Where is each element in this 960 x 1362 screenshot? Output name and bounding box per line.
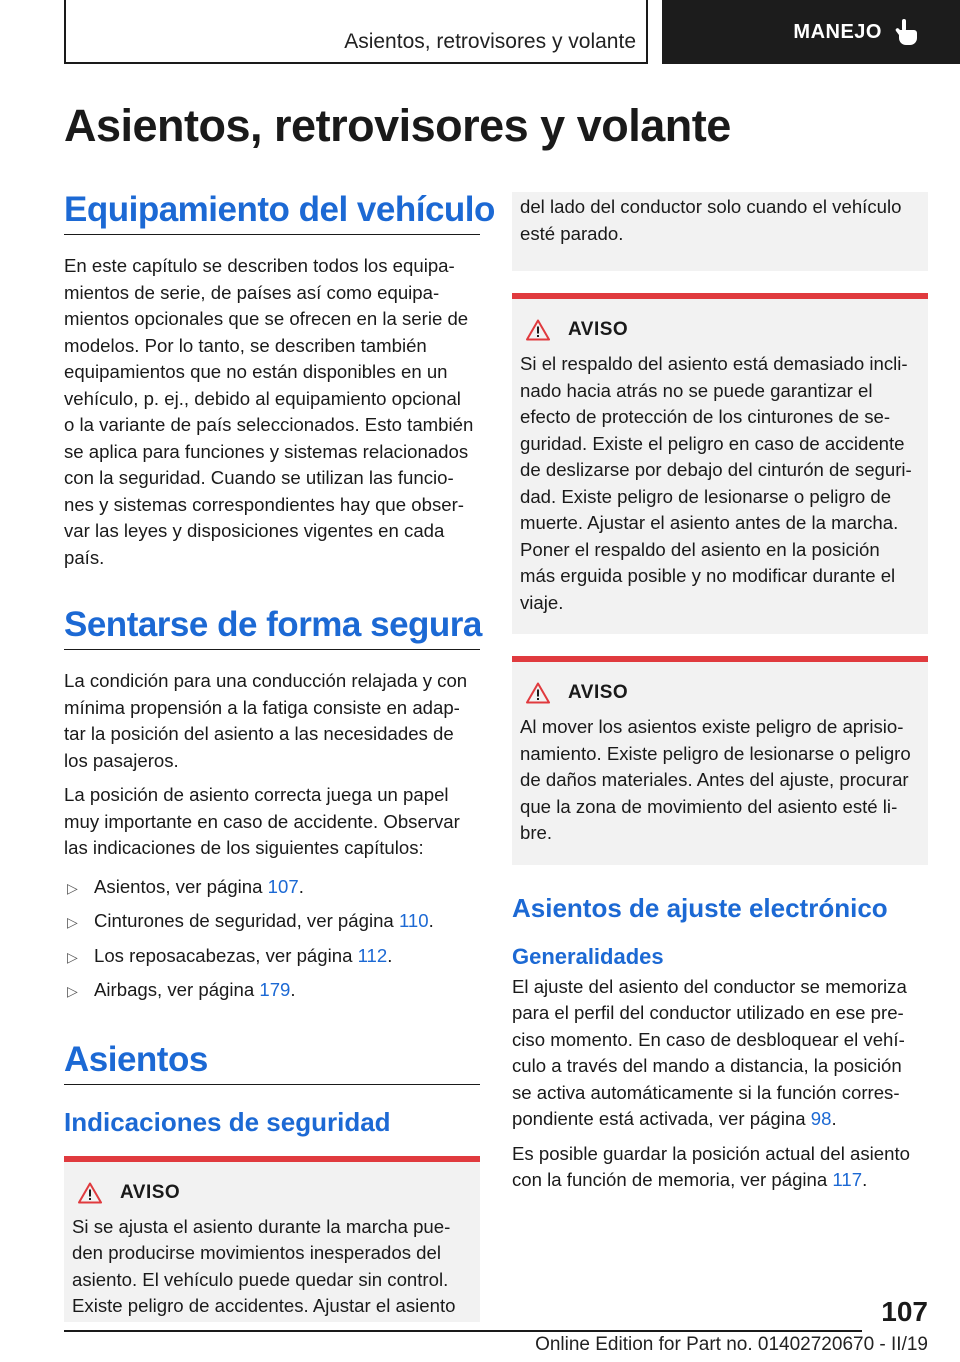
warning-box <box>512 293 928 634</box>
generalidades-paragraph-1: El ajuste del asiento del conductor se memoriza para el perfil del conductor utilizado en ese pre- ciso momento. En caso de desbloquear el vehí- culo a través del mando a distancia, la posición se activa automáticamente si la función corres- pondiente está activada, ver página 98. <box>512 975 907 1129</box>
warning-text: Al mover los asientos existe peligro de aprisio- namiento. Existe peligro de lesionarse o peligro de daños materiales. Antes del ajuste, procurar que la zona de movimiento del asiento esté li- bre. <box>520 716 911 843</box>
page-link[interactable]: 110 <box>398 910 429 931</box>
warning-triangle-icon <box>78 1182 102 1204</box>
equipamiento-heading: Equipamiento del vehículo <box>64 190 480 235</box>
warning-text: Si se ajusta el asiento durante la marcha pue- den producirse movimientos inesperados del asiento. El vehículo puede quedar sin control. Existe peligro de accidentes. Ajustar el asiento <box>72 1215 456 1316</box>
triangle-bullet-icon: ▷ <box>67 879 78 896</box>
footer-divider <box>64 1330 862 1332</box>
page-link[interactable]: 112 <box>357 944 388 966</box>
page-number: 107 <box>881 1296 928 1327</box>
generalidades-paragraph-2: Es posible guardar la posición actual del asiento con la función de memoria, ver página 117. <box>512 1142 910 1190</box>
warning-box <box>64 1156 480 1322</box>
hand-pointer-icon <box>894 18 920 46</box>
list-item: ▷ Airbags, ver página 179. <box>64 977 480 1004</box>
triangle-bullet-icon: ▷ <box>67 983 78 999</box>
list-item: ▷ Cinturones de seguridad, ver página 110. <box>64 908 480 935</box>
page-link[interactable]: 98 <box>810 1108 832 1129</box>
header-section-title: Asientos, retrovisores y volante <box>344 30 636 53</box>
footer-edition: Online Edition for Part no. 01402720670 - II/19 <box>535 1334 928 1355</box>
warning-triangle-icon <box>526 682 550 704</box>
generalidades-heading: Generalidades <box>512 943 664 969</box>
warning-title: AVISO <box>568 319 629 340</box>
warning-box <box>512 656 928 865</box>
sentarse-paragraph-1: La condición para una conducción relajada y con mínima propensión a la fatiga consiste en adap- tar la posición del asiento a las necesidades de los pasajeros. <box>64 670 468 771</box>
list-item: ▷ Los reposacabezas, ver página 112. <box>64 943 480 970</box>
chapter-reference-list <box>64 874 480 1004</box>
triangle-bullet-icon: ▷ <box>67 948 78 965</box>
equipamiento-paragraph: En este capítulo se describen todos los equipa- mientos de serie, de países así como equipa- mientos opcionales que se ofrecen en la serie de modelos. Por lo tanto, se describen también equipamientos que no están disponibles en un vehículo, p. ej., debido al equipamiento opcional o la variante de país seleccionados. Esto también se aplica para funciones y sistemas relacionados con la seguridad. Cuando se utilizan las funcio- nes y sistemas correspondientes hay que obser- var las leyes y disposiciones vigentes en cada país. <box>64 255 474 568</box>
chapter-tab-label: MANEJO <box>793 20 882 43</box>
page-link[interactable]: 107 <box>267 875 299 897</box>
warning-continuation <box>512 192 928 271</box>
sentarse-paragraph-2: La posición de asiento correcta juega un papel muy importante en caso de accidente. Observar las indicaciones de los siguientes capítulos: <box>64 784 460 858</box>
page-link[interactable]: 179 <box>259 979 291 1000</box>
warning-text: Si el respaldo del asiento está demasiado incli- nado hacia atrás no se puede garantizar el efecto de protección de los cinturones de se- guridad. Existe el peligro en caso de accidente de deslizarse por debajo del cinturón de seguri- dad. Existe peligro de lesionarse o peligro de muerte. Ajustar el asiento antes de la marcha. Poner el respaldo del asiento en la posición más erguida posible y no modificar durante el viaje. <box>520 353 912 613</box>
warning-continuation-text: del lado del conductor solo cuando el vehículo esté parado. <box>520 196 902 244</box>
page-link[interactable]: 117 <box>832 1169 863 1190</box>
right-column <box>512 192 928 1202</box>
warning-title: AVISO <box>120 1181 181 1203</box>
triangle-bullet-icon: ▷ <box>67 914 78 930</box>
asientos-heading: Asientos <box>64 1040 480 1085</box>
indicaciones-heading: Indicaciones de seguridad <box>64 1106 391 1137</box>
warning-triangle-icon <box>526 319 550 341</box>
warning-title: AVISO <box>568 682 629 703</box>
left-column <box>64 190 495 1322</box>
list-item: ▷ Asientos, ver página 107. <box>64 874 480 901</box>
chapter-tab[interactable] <box>662 0 960 64</box>
electronico-heading: Asientos de ajuste electrónico <box>512 892 888 923</box>
page-title: Asientos, retrovisores y volante <box>64 100 731 151</box>
sentarse-heading: Sentarse de forma segura <box>64 605 480 650</box>
